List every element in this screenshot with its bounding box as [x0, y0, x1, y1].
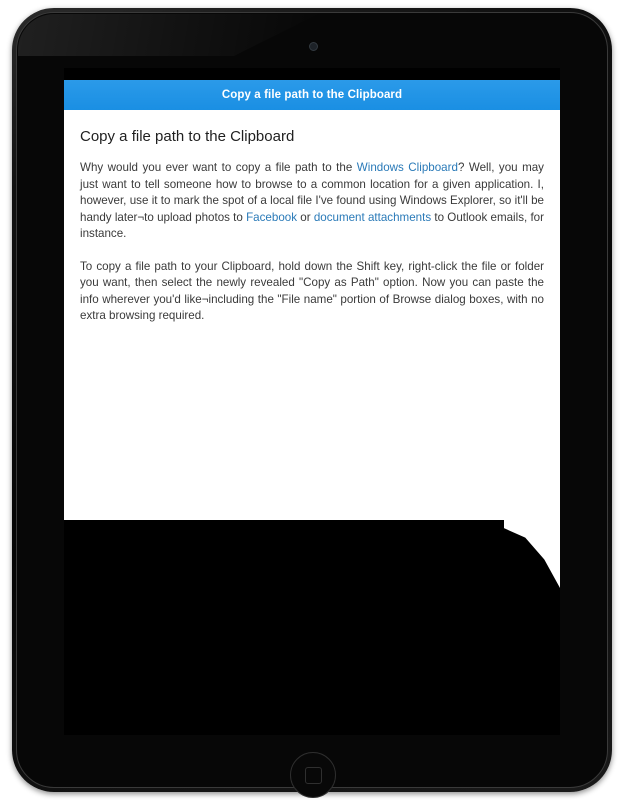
paragraph-1-text-2: ? Well, you may just want to tell someone how to browse to a common location for a given application. I, however, use it to mark the spot of a local file I've found using Windows Explorer, so it'll be handy later¬to upload photos to — [80, 161, 544, 224]
camera-icon — [309, 42, 318, 51]
page-title: Copy a file path to the Clipboard — [80, 128, 295, 145]
paragraph-1-text-3: or — [297, 210, 314, 224]
tablet-device-frame — [12, 8, 612, 792]
link-facebook[interactable]: Facebook — [246, 210, 298, 224]
home-button[interactable] — [290, 752, 336, 798]
paragraph-1-text-4: to Outlook emails, for instance. — [80, 210, 544, 240]
paragraph-2-text: To copy a file path to your Clipboard, hold down the Shift key, right-click the file or folder you want, then select the newly revealed "Copy as Path" option. Now you can paste the info wherever you'd like¬including the "File name" portion of Browse dialog boxes, with no extra browsing required. — [80, 259, 544, 322]
article-content — [64, 110, 560, 325]
screen-lower-blank-area — [64, 520, 560, 735]
link-windows-clipboard[interactable]: Windows Clipboard — [356, 161, 458, 174]
app-page — [64, 80, 560, 520]
article-paragraph-2 — [80, 259, 544, 325]
paragraph-1-text-1: Why would you ever want to copy a file path to the — [80, 161, 357, 174]
link-document-attachments[interactable]: document attachments — [313, 210, 432, 224]
window-title: Copy a file path to the Clipboard — [221, 89, 403, 101]
window-titlebar — [64, 80, 560, 110]
home-square-icon — [305, 767, 322, 784]
tablet-screen — [64, 68, 560, 735]
article-paragraph-1 — [80, 160, 544, 243]
